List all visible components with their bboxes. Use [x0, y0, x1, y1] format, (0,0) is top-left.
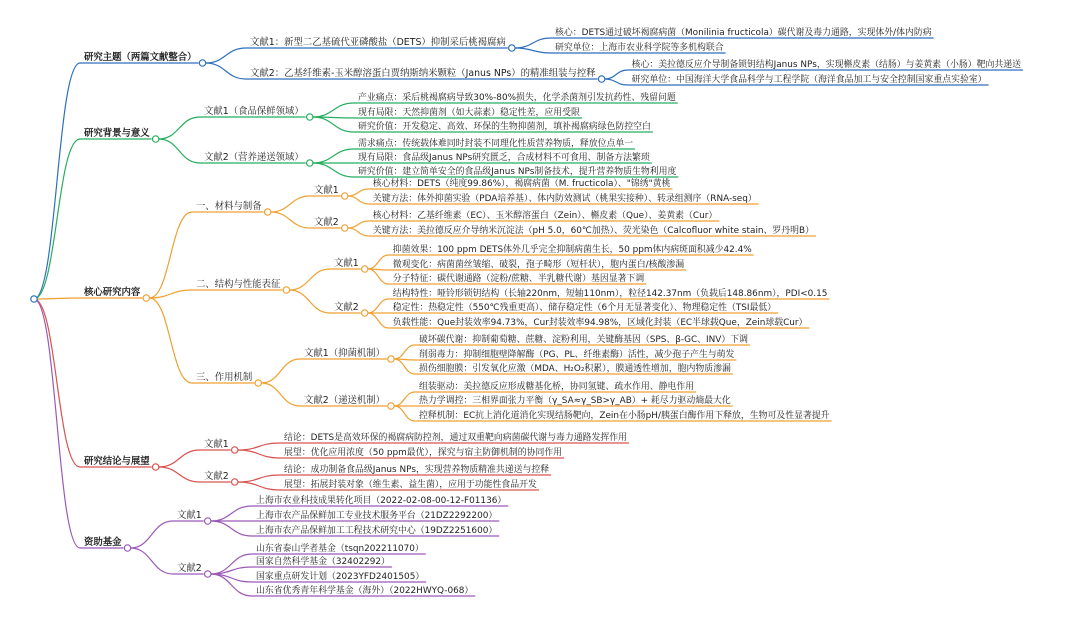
core-leaf-link-2-1-0	[394, 392, 415, 406]
conclusion-leaf-link-0-0	[238, 443, 280, 450]
core-leaf-1-1-0: 结构特性：哑铃形锁钥结构（长轴220nm，短轴110nm），粒径142.37nm（负载后148.86nm），PDI<0.15	[392, 289, 828, 300]
funding-item-1: 文献2	[177, 563, 202, 575]
theme-leaf-0-1: 研究单位：上海市农业科学院等多机构联合	[555, 43, 724, 54]
core-leaf-link-0-0-0	[348, 189, 369, 196]
conclusion-item-1: 文献2	[204, 471, 229, 483]
background-leaf-0-0: 产业痛点：采后桃褐腐病导致30%-80%损失，化学杀菌剂引发抗药性、残留问题	[358, 93, 676, 104]
core-leaf-2-0-1: 削弱毒力：抑制细胞壁降解酶（PG、PL、纤维素酶）活性，减少孢子产生与萌发	[418, 350, 735, 361]
core-leaf-2-0-2: 损伤细胞膜：引发氧化应激（MDA、H₂O₂积累），膜通透性增加，胞内物质渗漏	[418, 364, 731, 375]
core-item-link-0-0	[271, 196, 310, 212]
theme-leaf-link-0-0	[515, 38, 551, 48]
theme-item-toggle-0[interactable]	[509, 45, 515, 51]
core-leaf-link-1-1-0	[368, 299, 389, 313]
core-item-toggle-2-1[interactable]	[388, 403, 394, 409]
funding-item-toggle-0[interactable]	[205, 518, 211, 524]
funding-leaf-link-0-2	[211, 521, 252, 536]
background-leaf-0-2: 研究价值：开发稳定、高效、环保的生物抑菌剂，填补褐腐病绿色防控空白	[358, 122, 651, 133]
background-item-1: 文献2（营养递送领域）	[204, 152, 304, 164]
root-node[interactable]	[31, 296, 37, 302]
core-item-0-1: 文献2	[314, 217, 339, 229]
background-item-toggle-1[interactable]	[307, 160, 313, 166]
background-leaf-link-1-2	[313, 163, 354, 177]
core-leaf-link-2-0-0	[394, 345, 415, 359]
theme-leaf-1-0: 核心：美拉德反应介导制备锁钥结构Janus NPs，实现槲皮素（结肠）与姜黄素（小肠）靶向共递送	[631, 60, 1021, 71]
core-leaf-0-1-1: 关键方法：美拉德反应介导纳米沉淀法（pH 5.0，60℃加热）、荧光染色（Calcofluor white stain、罗丹明B）	[372, 226, 815, 237]
core-leaf-1-1-1: 稳定性：热稳定性（550℃残重更高）、储存稳定性（6个月无显著变化）、物理稳定性（TSI最低）	[392, 303, 777, 314]
background-leaf-link-0-2	[313, 117, 354, 132]
conclusion-item-link-1	[159, 467, 200, 482]
core-item-toggle-0-0[interactable]	[342, 193, 348, 199]
core-leaf-0-1-0: 核心材料：乙基纤维素（EC）、玉米醇溶蛋白（Zein）、槲皮素（Que）、姜黄素（Cur）	[372, 211, 718, 222]
core-item-toggle-1-0[interactable]	[362, 266, 368, 272]
funding-item-0: 文献1	[177, 510, 202, 522]
core-section-link-0	[149, 212, 192, 298]
background-leaf-1-0: 需求痛点：传统载体难同时封装不同理化性质营养物质，释放位点单一	[358, 139, 634, 150]
core-branch-title: 核心研究内容	[84, 287, 141, 299]
theme-expand-toggle[interactable]	[199, 60, 205, 66]
core-leaf-link-0-1-0	[348, 221, 369, 228]
core-item-link-1-1	[289, 290, 330, 313]
background-leaf-0-1: 现有局限：天然抑菌剂（如大蒜素）稳定性差，应用受限	[358, 108, 580, 119]
core-section-0: 一、材料与制备	[196, 201, 262, 213]
background-item-link-0	[159, 117, 200, 139]
core-leaf-link-0-1-1	[348, 228, 369, 236]
funding-leaf-link-1-3	[211, 574, 252, 596]
core-leaf-link-1-1-2	[368, 313, 389, 328]
core-leaf-2-1-0: 组装驱动：美拉德反应形成糖基化桥，协同氢键、疏水作用、静电作用	[418, 382, 695, 393]
core-item-link-1-0	[289, 269, 330, 290]
core-root-link	[34, 298, 80, 299]
core-item-link-2-1	[261, 383, 300, 406]
background-leaf-1-1: 现有局限：食品级Janus NPs研究匮乏，合成材料不可食用、制备方法繁琐	[358, 153, 650, 164]
core-leaf-2-1-1: 热力学调控：三相界面张力平衡（γ_SA≈γ_SB>γ_AB）+ 耗尽力驱动熵最大化	[418, 396, 731, 407]
theme-leaf-link-0-1	[515, 48, 551, 53]
conclusion-leaf-link-0-1	[238, 450, 280, 458]
funding-item-link-1	[131, 548, 173, 574]
core-item-toggle-2-0[interactable]	[388, 356, 394, 362]
core-leaf-2-1-2: 控释机制：EC抗上消化道消化实现结肠靶向，Zein在小肠pH/胰蛋白酶作用下释放，生物可及性显著提升	[418, 411, 830, 422]
background-item-toggle-0[interactable]	[307, 114, 313, 120]
core-section-2: 三、作用机制	[196, 372, 253, 384]
core-item-1-0: 文献1	[334, 258, 359, 270]
funding-item-link-0	[131, 521, 173, 548]
theme-root-link	[34, 63, 80, 299]
background-leaf-link-0-0	[313, 103, 354, 117]
core-section-1: 二、结构与性能表征	[196, 279, 281, 291]
core-section-link-2	[149, 298, 192, 383]
core-item-0-0: 文献1	[314, 185, 339, 197]
core-leaf-link-1-0-0	[368, 255, 389, 269]
core-item-2-0: 文献1（抑菌机制）	[304, 348, 385, 360]
core-expand-toggle[interactable]	[143, 295, 149, 301]
conclusion-leaf-link-1-0	[238, 475, 280, 482]
funding-expand-toggle[interactable]	[124, 545, 130, 551]
core-section-toggle-0[interactable]	[264, 209, 270, 215]
core-leaf-link-1-0-2	[368, 269, 389, 284]
conclusion-leaf-1-0: 结论：成功制备食品级Janus NPs，实现营养物质精准共递送与控释	[284, 465, 550, 476]
background-item-link-1	[159, 139, 200, 163]
background-root-link	[34, 139, 80, 299]
core-leaf-1-0-2: 分子特征：碳代谢通路（淀粉/蔗糖、半乳糖代谢）基因显著下调	[392, 274, 645, 285]
funding-leaf-0-1: 上海市农产品保鲜加工专业技术服务平台（21DZ2292200）	[256, 511, 498, 522]
core-leaf-1-0-0: 抑菌效果：100 ppm DETS体外几乎完全抑制病菌生长，50 ppm体内病斑面积减少42.4%	[392, 245, 752, 256]
funding-branch-title: 资助基金	[84, 537, 122, 549]
conclusion-leaf-1-1: 展望：拓展封装对象（维生素、益生菌），应用于功能性食品开发	[284, 480, 537, 491]
funding-leaf-1-0: 山东省泰山学者基金（tsqn202211070）	[256, 544, 424, 555]
background-expand-toggle[interactable]	[152, 136, 158, 142]
funding-leaf-0-0: 上海市农业科技成果转化项目（2022-02-08-00-12-F01136）	[256, 496, 507, 507]
funding-leaf-0-2: 上海市农产品保鲜加工工程技术研究中心（19DZ2251600）	[256, 526, 498, 537]
funding-root-link	[34, 299, 80, 548]
theme-item-link-1	[206, 63, 246, 79]
core-item-2-1: 文献2（递送机制）	[304, 395, 385, 407]
conclusion-expand-toggle[interactable]	[152, 464, 158, 470]
background-leaf-1-2: 研究价值：建立简单安全的食品级Janus NPs制备技术，提升营养物质生物利用度	[358, 167, 677, 178]
core-item-1-1: 文献2	[334, 302, 359, 314]
background-item-0: 文献1（食品保鲜领域）	[204, 106, 304, 118]
background-branch-title: 研究背景与意义	[84, 128, 150, 140]
core-item-toggle-0-1[interactable]	[342, 225, 348, 231]
core-section-toggle-1[interactable]	[283, 287, 289, 293]
theme-item-toggle-1[interactable]	[598, 76, 604, 82]
background-leaf-link-1-0	[313, 149, 354, 163]
mindmap-nodes	[31, 26, 1021, 596]
core-section-link-1	[149, 290, 192, 298]
conclusion-item-toggle-0[interactable]	[232, 447, 238, 453]
conclusion-leaf-link-1-1	[238, 482, 280, 490]
funding-leaf-1-1: 国家自然科学基金（32402292）	[256, 557, 390, 568]
core-leaf-link-2-1-2	[394, 406, 415, 421]
funding-leaf-1-3: 山东省优秀青年科学基金（海外）（2022HWYQ-068）	[256, 586, 474, 597]
core-item-toggle-1-1[interactable]	[362, 310, 368, 316]
theme-leaf-link-1-1	[605, 79, 628, 85]
conclusion-branch-title: 研究结论与展望	[84, 456, 150, 468]
core-leaf-0-0-0: 核心材料：DETS（纯度99.86%），褐腐病菌（M. fructicola）、"锦绣"黄桃	[372, 179, 671, 190]
theme-leaf-link-1-0	[605, 70, 628, 79]
theme-leaf-0-0: 核心：DETS通过破坏褐腐病菌（Monilinia fructicola）碳代谢及毒力通路，实现体外/体内防病	[555, 28, 932, 39]
core-leaf-0-0-1: 关键方法：体外抑菌实验（PDA培养基）、体内防效测试（桃果实接种）、转录组测序（RNA-seq）	[372, 194, 757, 205]
core-leaf-1-0-1: 微观变化：病菌菌丝皱缩、破裂，孢子畸形（短杆状），胞内蛋白/核酸渗漏	[392, 260, 685, 271]
theme-item-1: 文献2：乙基纤维素-玉米醇溶蛋白贾纳斯纳米颗粒（Janus NPs）的精准组装与控释	[250, 68, 596, 80]
core-item-link-0-1	[271, 212, 310, 228]
core-leaf-1-1-2: 负载性能：Que封装效率94.73%，Cur封装效率94.98%，区域化封装（EC半球载Que，Zein球载Cur）	[392, 318, 808, 329]
funding-leaf-link-0-0	[211, 506, 252, 521]
conclusion-item-0: 文献1	[204, 439, 229, 451]
core-leaf-2-0-0: 破坏碳代谢：抑制葡萄糖、蔗糖、淀粉利用，关键酶基因（SPS、β-GC、INV）下调	[418, 335, 748, 346]
core-item-link-2-0	[261, 359, 300, 383]
conclusion-root-link	[34, 299, 80, 467]
funding-leaf-1-2: 国家重点研发计划（2023YFD2401505）	[256, 572, 425, 583]
theme-branch-title: 研究主题（两篇文献整合）	[84, 52, 197, 64]
funding-item-toggle-1[interactable]	[205, 571, 211, 577]
conclusion-leaf-0-0: 结论：DETS是高效环保的褐腐病防控剂，通过双重靶向病菌碳代谢与毒力通路发挥作用	[284, 433, 627, 444]
core-leaf-link-2-0-2	[394, 359, 415, 374]
conclusion-leaf-0-1: 展望：优化应用浓度（50 ppm最优），探究与宿主防御机制的协同作用	[284, 448, 563, 459]
conclusion-item-link-0	[159, 450, 200, 467]
theme-item-link-0	[206, 48, 246, 63]
core-section-toggle-2[interactable]	[255, 380, 261, 386]
core-leaf-link-0-0-1	[348, 196, 369, 204]
conclusion-item-toggle-1[interactable]	[232, 479, 238, 485]
theme-item-0: 文献1：新型二乙基硫代亚磷酸盐（DETS）抑制采后桃褐腐病	[250, 37, 506, 49]
theme-leaf-1-1: 研究单位：中国海洋大学食品科学与工程学院（海洋食品加工与安全控制国家重点实验室）	[631, 75, 987, 86]
